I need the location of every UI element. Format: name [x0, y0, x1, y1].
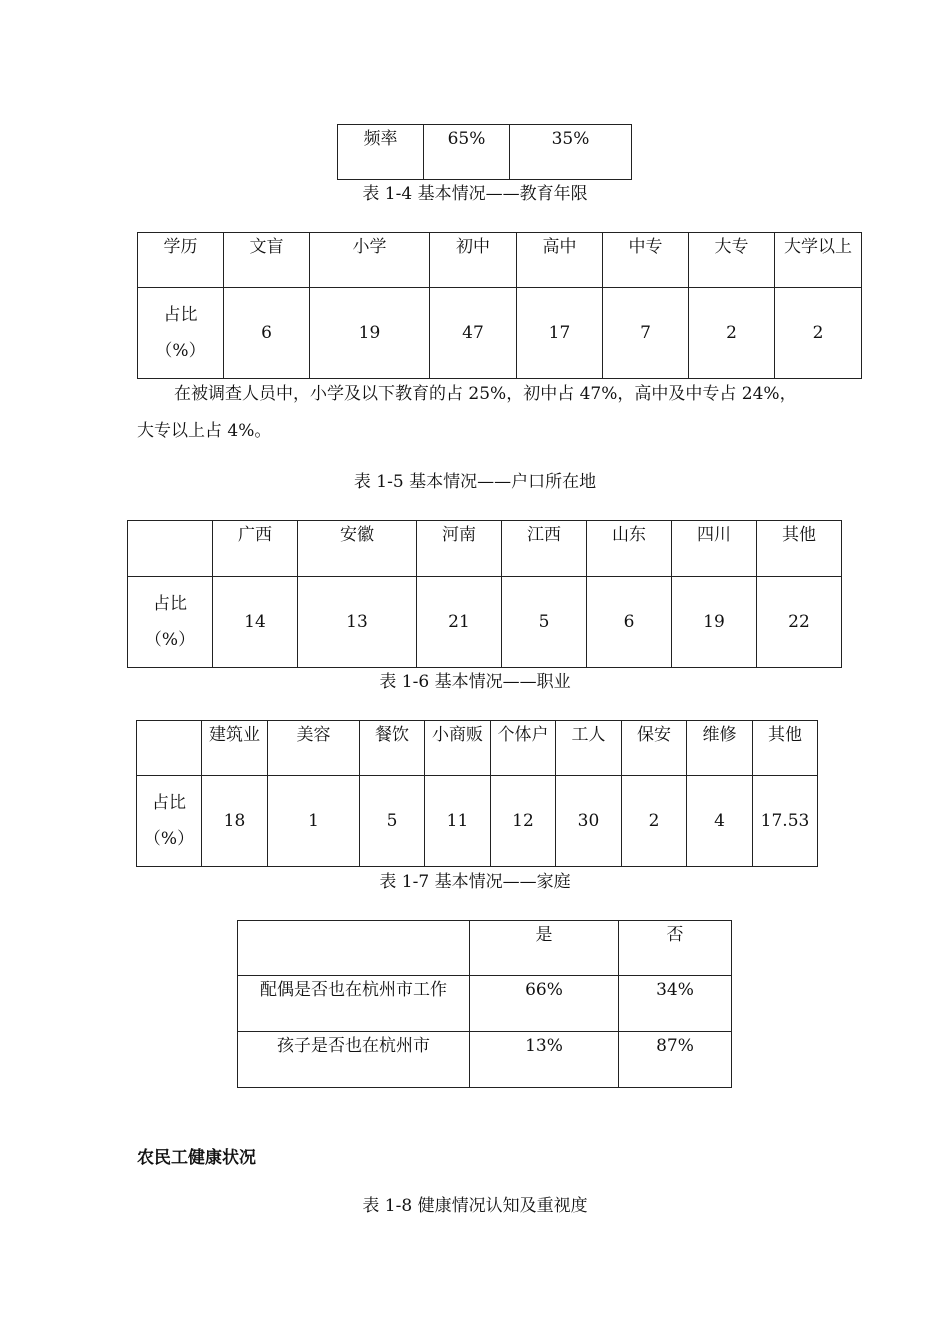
row-label [138, 288, 224, 379]
header-cell: 是 [470, 921, 619, 976]
row-label-line-1: 占比 [153, 594, 187, 614]
occupation-table [136, 720, 818, 867]
hometown-table [127, 520, 842, 668]
value-cell: 14 [213, 577, 298, 668]
header-cell: 高中 [517, 233, 603, 288]
value-cell: 11 [425, 776, 491, 867]
header-cell: 工人 [556, 721, 622, 776]
header-cell: 广西 [213, 521, 298, 577]
header-cell: 中专 [603, 233, 689, 288]
header-cell: 小学 [310, 233, 430, 288]
value-cell: 2 [689, 288, 775, 379]
value-cell: 12 [491, 776, 556, 867]
header-cell: 否 [619, 921, 732, 976]
value-cell: 19 [310, 288, 430, 379]
summary-line-2: 大专以上占 4%。 [137, 421, 272, 441]
header-cell: 保安 [622, 721, 687, 776]
value-cell: 2 [775, 288, 862, 379]
education-table [137, 232, 862, 379]
value-cell: 18 [202, 776, 268, 867]
table-1-6-caption: 表 1-6 基本情况——职业 [379, 672, 571, 692]
header-cell: 学历 [138, 233, 224, 288]
header-cell: 大专 [689, 233, 775, 288]
header-cell [238, 921, 470, 976]
header-cell: 小商贩 [425, 721, 491, 776]
section-heading: 农民工健康状况 [137, 1148, 256, 1168]
row-label-line-2: （%） [144, 630, 196, 650]
value-cell: 1 [268, 776, 360, 867]
row-label: 孩子是否也在杭州市 [238, 1032, 470, 1088]
header-cell: 维修 [687, 721, 753, 776]
value-cell: 34% [619, 976, 732, 1032]
value-cell: 7 [603, 288, 689, 379]
value-cell: 6 [224, 288, 310, 379]
header-cell: 美容 [268, 721, 360, 776]
frequency-label: 频率 [338, 125, 424, 180]
value-cell: 66% [470, 976, 619, 1032]
row-label [128, 577, 213, 668]
value-cell: 30 [556, 776, 622, 867]
value-cell: 22 [757, 577, 842, 668]
value-cell: 47 [430, 288, 517, 379]
value-cell: 2 [622, 776, 687, 867]
table-1-4-caption: 表 1-4 基本情况——教育年限 [362, 184, 588, 204]
header-cell: 其他 [753, 721, 818, 776]
frequency-value-1: 65% [424, 125, 510, 180]
value-cell: 21 [417, 577, 502, 668]
table-1-7-caption: 表 1-7 基本情况——家庭 [379, 872, 571, 892]
header-cell [128, 521, 213, 577]
value-cell: 13 [298, 577, 417, 668]
family-table [237, 920, 732, 1088]
value-cell: 6 [587, 577, 672, 668]
value-cell: 4 [687, 776, 753, 867]
header-cell: 大学以上 [775, 233, 862, 288]
frequency-table [337, 124, 632, 180]
header-cell: 四川 [672, 521, 757, 577]
value-cell: 87% [619, 1032, 732, 1088]
value-cell: 19 [672, 577, 757, 668]
value-cell: 17 [517, 288, 603, 379]
header-cell: 餐饮 [360, 721, 425, 776]
value-cell: 5 [360, 776, 425, 867]
table-1-8-caption: 表 1-8 健康情况认知及重视度 [362, 1196, 588, 1216]
summary-line-1: 在被调查人员中，小学及以下教育的占 25%，初中占 47%，高中及中专占 24%， [174, 384, 797, 404]
header-cell: 山东 [587, 521, 672, 577]
frequency-value-2: 35% [510, 125, 632, 180]
row-label [137, 776, 202, 867]
row-label: 配偶是否也在杭州市工作 [238, 976, 470, 1032]
value-cell: 17.53 [753, 776, 818, 867]
header-cell: 江西 [502, 521, 587, 577]
header-cell: 初中 [430, 233, 517, 288]
header-cell [137, 721, 202, 776]
header-cell: 建筑业 [202, 721, 268, 776]
header-cell: 河南 [417, 521, 502, 577]
row-label-line-2: （%） [155, 341, 206, 361]
header-cell: 个体户 [491, 721, 556, 776]
header-cell: 其他 [757, 521, 842, 577]
value-cell: 13% [470, 1032, 619, 1088]
row-label-line-1: 占比 [152, 793, 186, 813]
header-cell: 安徽 [298, 521, 417, 577]
header-cell: 文盲 [224, 233, 310, 288]
value-cell: 5 [502, 577, 587, 668]
row-label-line-1: 占比 [163, 305, 198, 325]
table-1-5-caption: 表 1-5 基本情况——户口所在地 [353, 472, 597, 492]
row-label-line-2: （%） [143, 829, 195, 849]
